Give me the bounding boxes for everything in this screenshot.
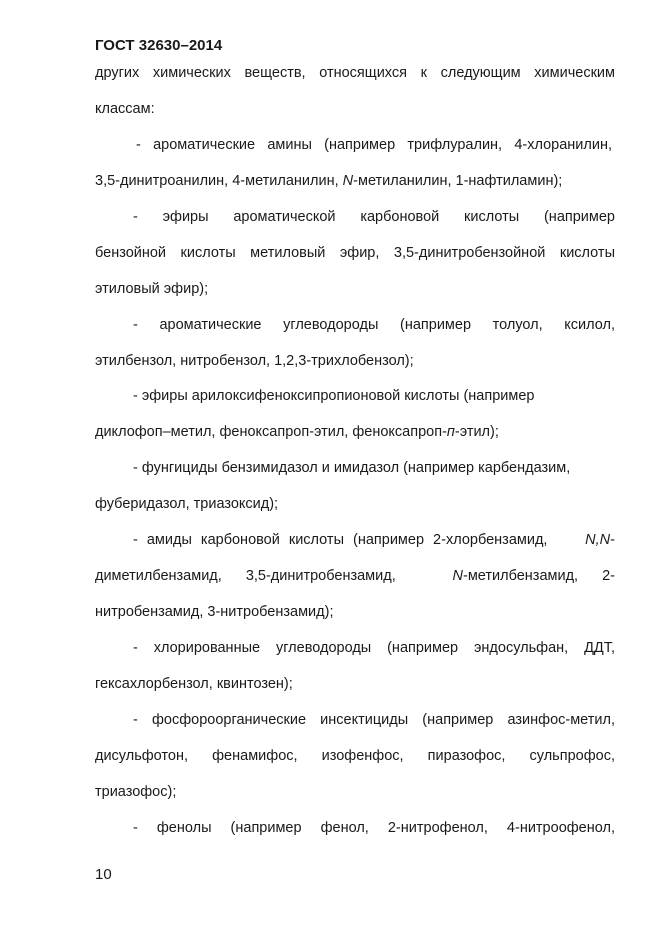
- text-line-13: фуберидазол, триазоксид);: [95, 496, 279, 512]
- italic-n: N: [342, 173, 354, 189]
- list-item-aromatic-esters: - эфиры ароматической карбоновой кислоты (например: [133, 209, 615, 225]
- text-line-4: 3,5-динитроанилин, 4-метиланилин, N-метиланилин, 1-нафтиламин);: [95, 173, 563, 189]
- list-item-chlorinated-hydrocarbons: - хлорированные углеводороды (например эндосульфан, ДДТ,: [133, 640, 615, 656]
- text-line-11: диклофоп–метил, феноксапроп-этил, феноксапроп-п-этил);: [95, 424, 499, 440]
- list-item-aryloxyphenoxy: - эфиры арилоксифеноксипропионовой кислоты (например: [133, 388, 535, 404]
- text-line-15: диметилбензамид, 3,5-динитробензамид, N-метилбензамид, 2-: [95, 568, 615, 584]
- text-line-9: этилбензол, нитробензол, 1,2,3-трихлобензол);: [95, 353, 414, 369]
- italic-nn: N,N: [585, 532, 611, 548]
- text-line-16: нитробензамид, 3-нитробензамид);: [95, 604, 334, 620]
- standard-header: ГОСТ 32630–2014: [95, 37, 223, 54]
- list-item-organophosphorus: - фосфороорганические инсектициды (например азинфос-метил,: [133, 712, 615, 728]
- list-item-phenols: - фенолы (например фенол, 2-нитрофенол, 4-нитроофенол,: [133, 820, 615, 836]
- text-line-20: дисульфотон, фенамифос, изофенфос, пиразофос, сульпрофос,: [95, 748, 615, 764]
- text-line-18: гексахлорбензол, квинтозен);: [95, 676, 293, 692]
- list-item-aromatic-amines: - ароматические амины (например трифлуралин, 4-хлоранилин,: [136, 137, 612, 153]
- italic-p: п: [446, 424, 455, 440]
- text-line-6: бензойной кислоты метиловый эфир, 3,5-динитробензойной кислоты: [95, 245, 615, 261]
- list-item-fungicides: - фунгициды бензимидазол и имидазол (например карбендазим,: [133, 460, 571, 476]
- text-line-7: этиловый эфир);: [95, 281, 209, 297]
- list-item-carboxylic-amides: - амиды карбоновой кислоты (например 2-хлорбензамид, N,N-: [133, 532, 615, 548]
- text-line-2: классам:: [95, 101, 155, 117]
- page-number: 10: [95, 866, 112, 883]
- list-item-aromatic-hydrocarbons: - ароматические углеводороды (например толуол, ксилол,: [133, 317, 615, 333]
- text-line-1: других химических веществ, относящихся к следующим химическим: [95, 65, 615, 81]
- text-line-21: триазофос);: [95, 784, 177, 800]
